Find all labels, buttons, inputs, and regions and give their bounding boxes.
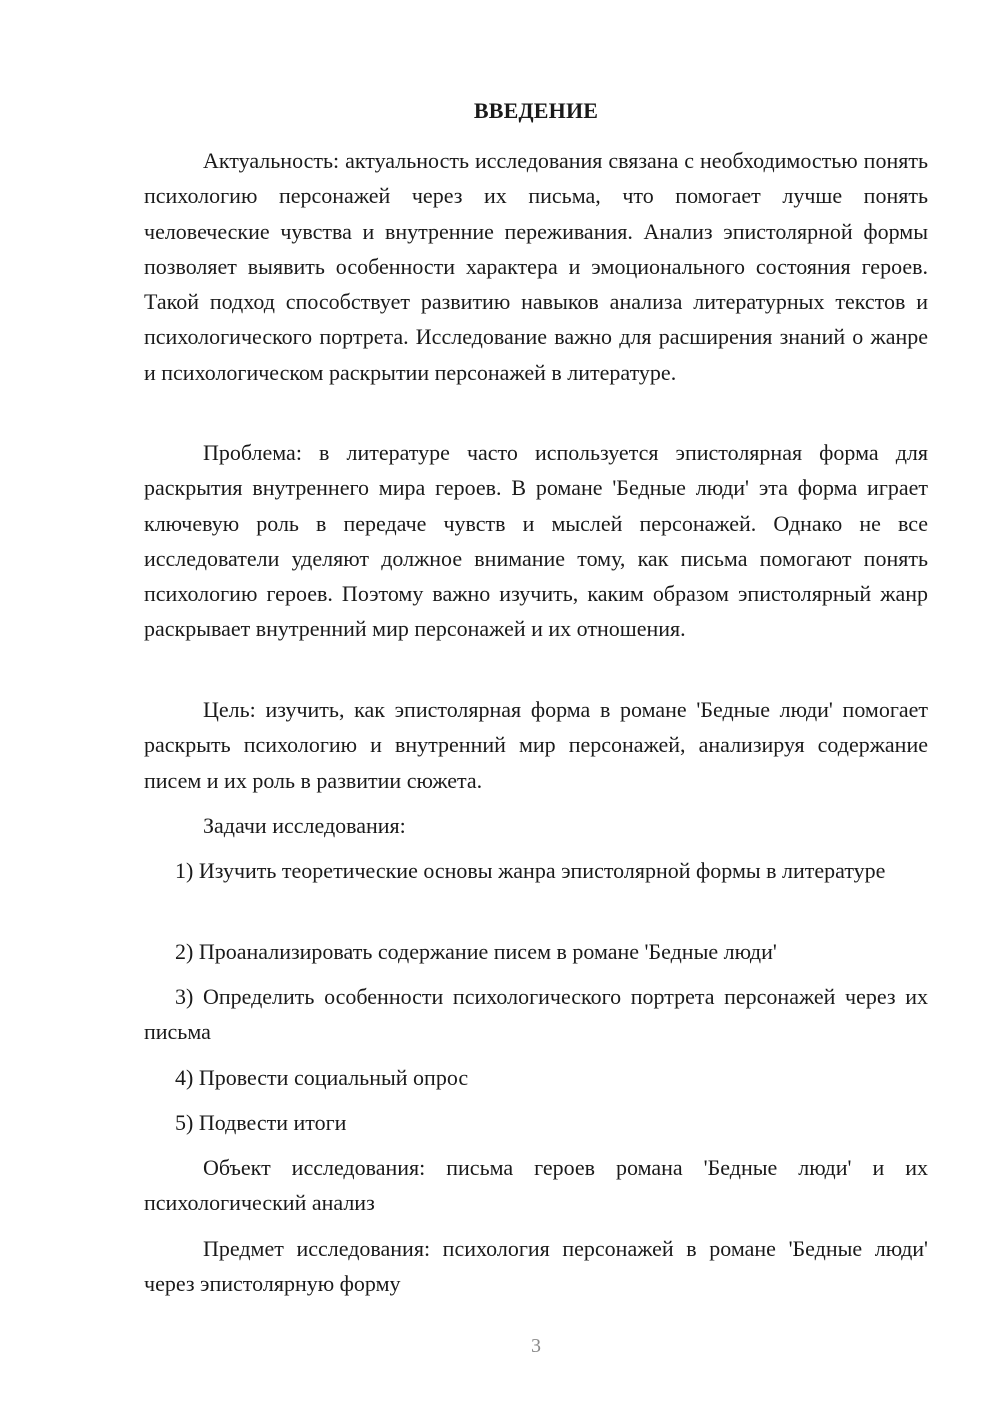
page-number: 3 xyxy=(531,1335,541,1357)
tasks-heading: Задачи исследования: xyxy=(203,813,406,838)
task-item-4: 4) Провести социальный опрос xyxy=(175,1065,469,1090)
object-paragraph: Объект исследования: письма героев романа 'Бедные люди' и их психологический анализ xyxy=(144,1155,928,1216)
task-item-3: 3) Определить особенности психологического портрета персонажей через их письма xyxy=(144,984,928,1045)
section-heading: ВВЕДЕНИЕ xyxy=(473,98,599,123)
task-item-2: 2) Проанализировать содержание писем в романе 'Бедные люди' xyxy=(175,939,777,964)
relevance-paragraph: Актуальность: актуальность исследования связана с необходимостью понять психологию персонажей через их письма, что помогает лучше понять человеческие чувства и внутренние переживания. Анализ эпистолярной формы позволяет выявить особенности характера и эмоционального состояния героев. Такой подход способствует развитию навыков анализа литературных текстов и психологического портрета. Исследование важно для расширения знаний о жанре и психологическом раскрытии персонажей в литературе. xyxy=(144,148,928,385)
goal-paragraph: Цель: изучить, как эпистолярная форма в романе 'Бедные люди' помогает раскрыть психологию и внутренний мир персонажей, анализируя содержание писем и их роль в развитии сюжета. xyxy=(144,697,928,793)
subject-paragraph: Предмет исследования: психология персонажей в романе 'Бедные люди' через эпистолярную форму xyxy=(144,1236,928,1297)
task-item-5: 5) Подвести итоги xyxy=(175,1110,347,1135)
document-page xyxy=(144,0,928,1414)
task-item-1: 1) Изучить теоретические основы жанра эпистолярной формы в литературе xyxy=(175,858,886,883)
problem-paragraph: Проблема: в литературе часто используется эпистолярная форма для раскрытия внутреннего мира героев. В романе 'Бедные люди' эта форма играет ключевую роль в передаче чувств и мыслей персонажей. Однако не все исследователи уделяют должное внимание тому, как письма помогают понять психологию героев. Поэтому важно изучить, каким образом эпистолярный жанр раскрывает внутренний мир персонажей и их отношения. xyxy=(144,440,928,642)
